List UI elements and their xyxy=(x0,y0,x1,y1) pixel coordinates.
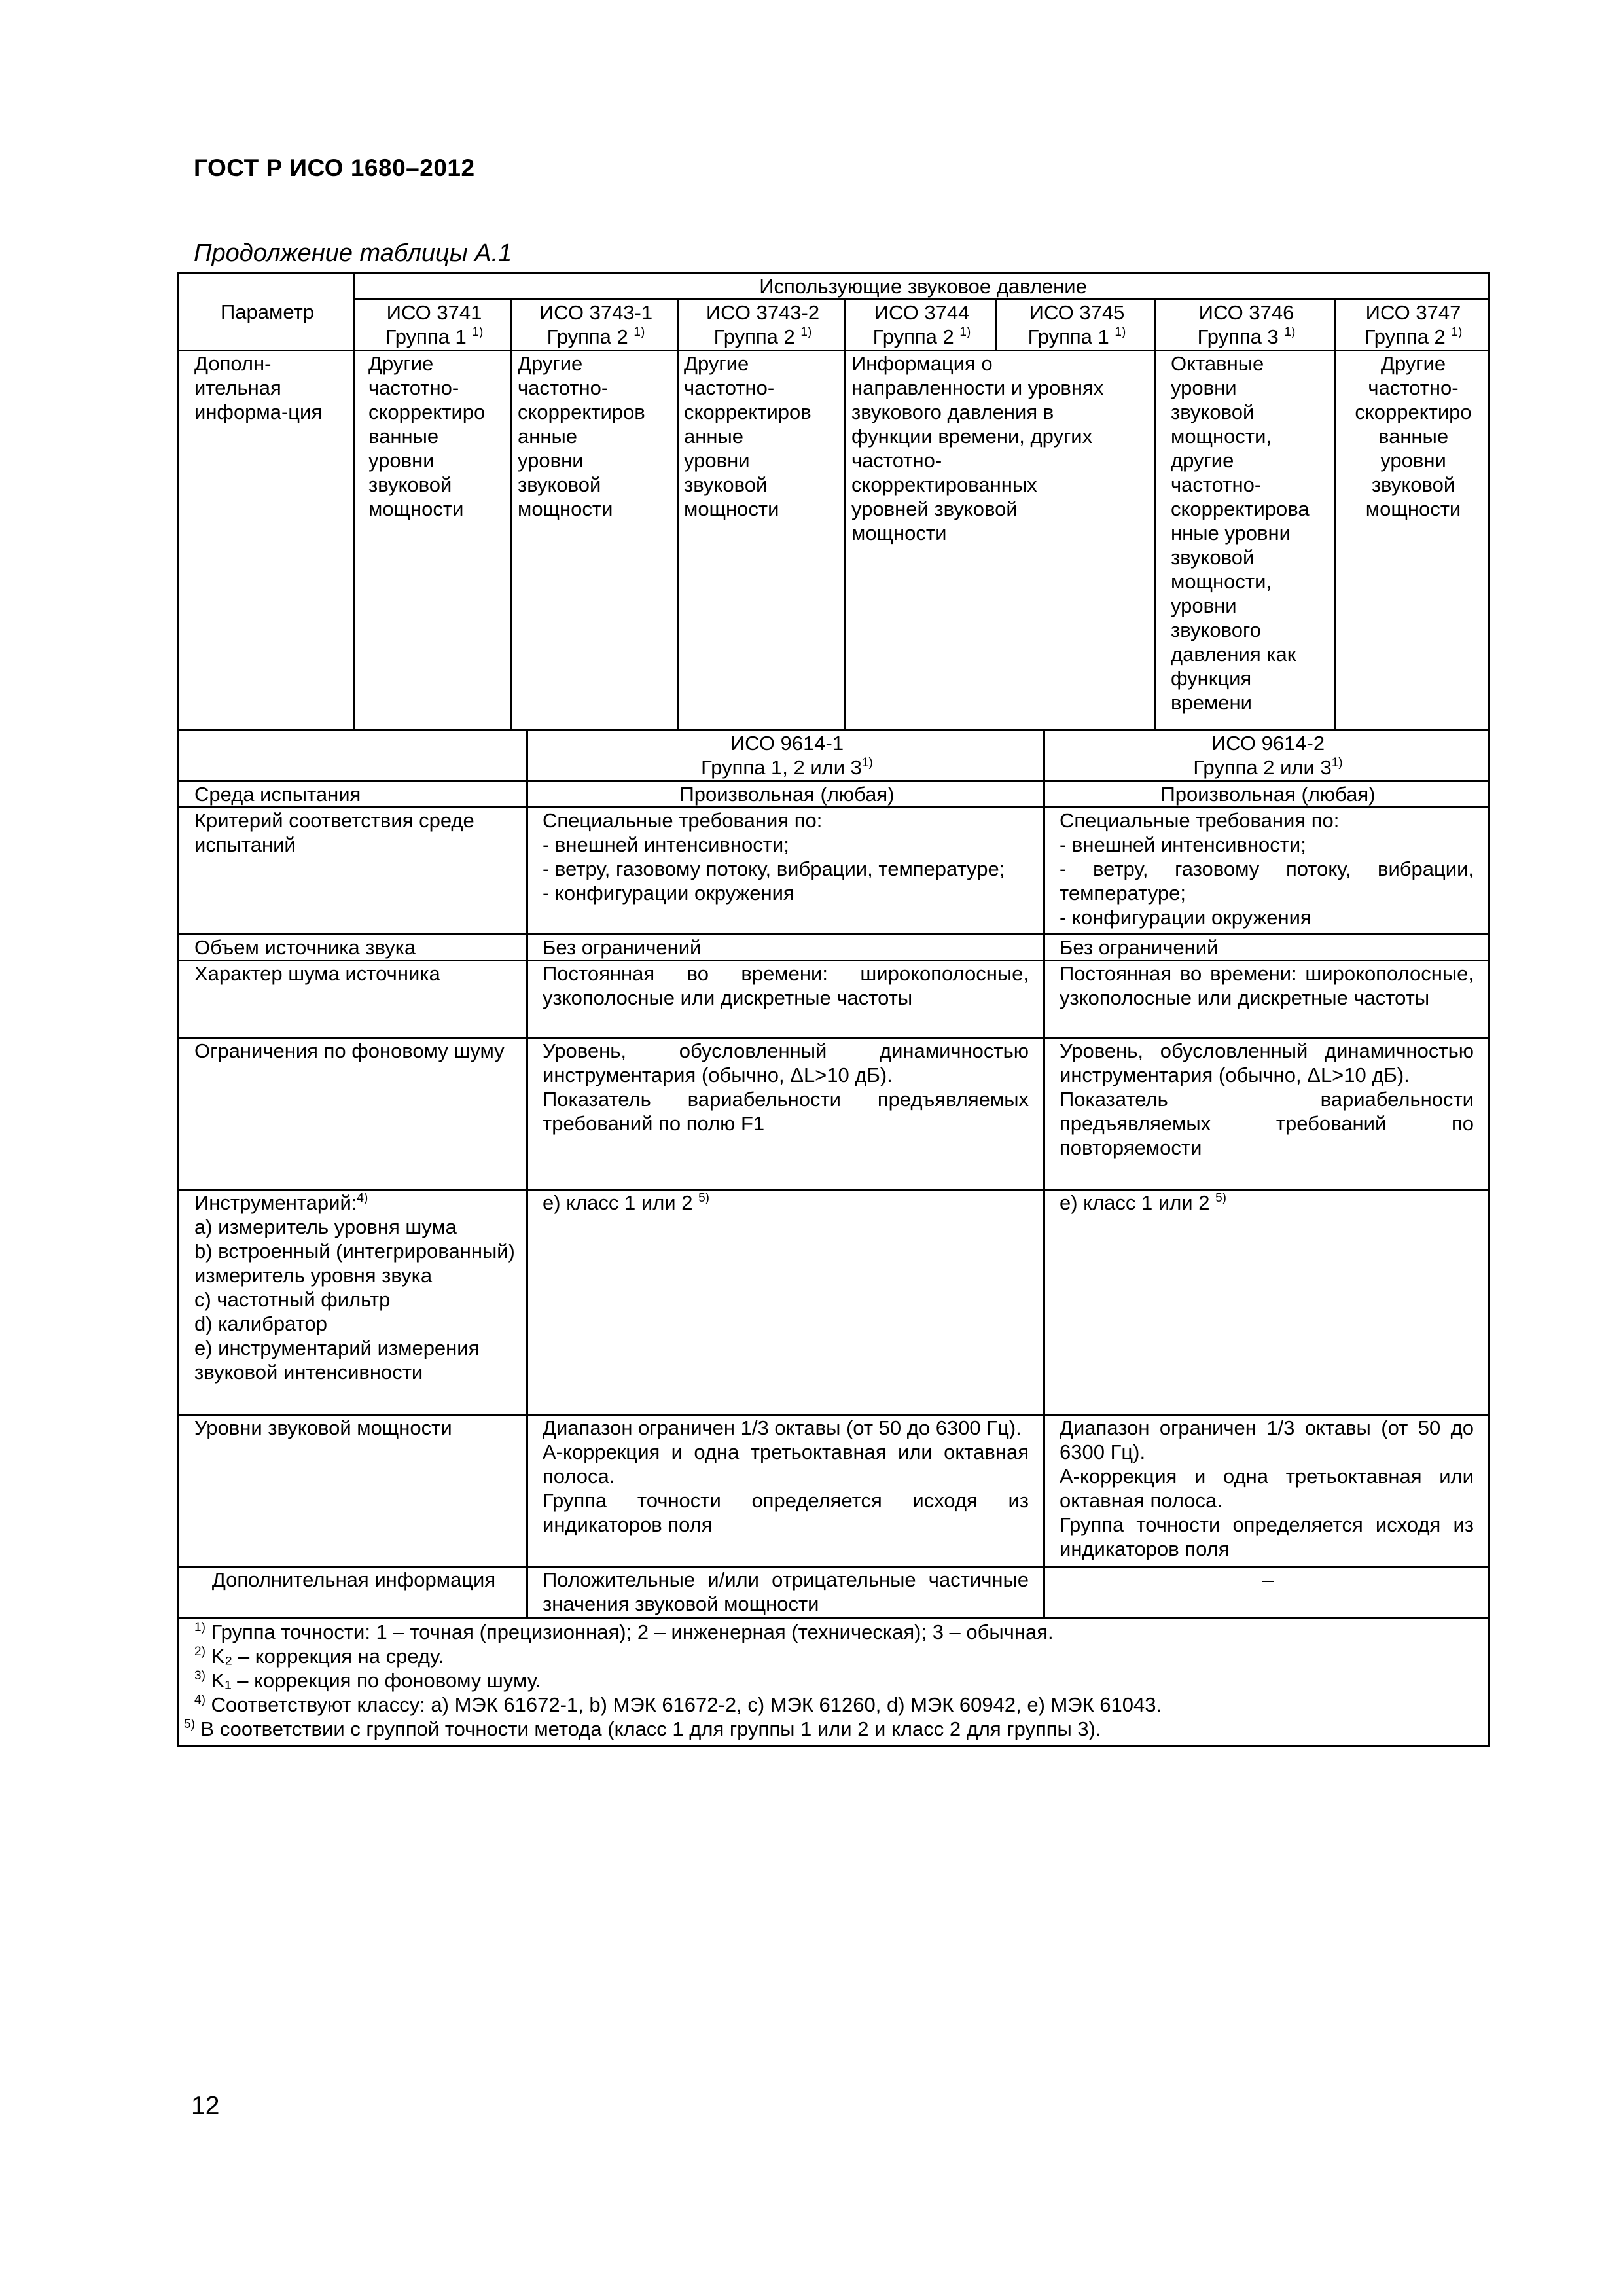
std-header: ИСО 3745 Группа 1 $^{1)}$ xyxy=(996,300,1156,351)
row-label-additional-info: Дополн- ительная информа-ция xyxy=(178,351,355,730)
instruments-list: a) измеритель уровня шума b) встроенный (интегрированный) измеритель уровня звука c) частотный фильтр d) калибратор e) инструментарий измерения звуковой интенсивности xyxy=(194,1215,515,1384)
table-cell: – xyxy=(1044,1567,1489,1618)
table-cell: Другие частотно- скорректиров анные уровни звуковой мощности xyxy=(678,351,846,730)
row-label: Критерий соответствия среде испытаний xyxy=(178,808,527,935)
table-cell: е) класс 1 или 2 $^{5)}$ xyxy=(1044,1190,1489,1415)
row-label: Ограничения по фоновому шуму xyxy=(178,1038,527,1190)
std-header: ИСО 9614-1 Группа 1, 2 или 3$^{1)}$ xyxy=(527,730,1044,781)
table-cell: е) класс 1 или 2 $^{5)}$ xyxy=(527,1190,1044,1415)
table-cell: Произвольная (любая) xyxy=(1044,781,1489,808)
std-header: ИСО 3747 Группа 2 $^{1)}$ xyxy=(1335,300,1489,351)
std-header: ИСО 9614-2 Группа 2 или 3$^{1)}$ xyxy=(1044,730,1489,781)
table-cell: Специальные требования по: - внешней интенсивности; - ветру, газовому потоку, вибрации, температуре; - конфигурации окружения xyxy=(1044,808,1489,935)
std-header: ИСО 3746 Группа 3 $^{1)}$ xyxy=(1156,300,1335,351)
table-cell: Уровень, обусловленный динамичностью инструментария (обычно, ΔL>10 дБ). Показатель вариабельности предъявляемых требований по полю F1 xyxy=(527,1038,1044,1190)
document-header: ГОСТ Р ИСО 1680–2012 xyxy=(194,154,475,181)
sound-pressure-methods-table xyxy=(177,272,1490,731)
row-label: Среда испытания xyxy=(178,781,527,808)
group-header: Использующие звуковое давление xyxy=(355,274,1489,300)
table-footnotes xyxy=(178,1618,1489,1746)
footnote: $^{5)}$ В соответствии с группой точности метода (класс 1 для группы 1 или 2 и класс 2 для группы 3). xyxy=(184,1717,1101,1740)
table-cell: Постоянная во времени: широкополосные, узкополосные или дискретные частоты xyxy=(1044,961,1489,1038)
table-cell: Другие частотно- скорректиров анные уровни звуковой мощности xyxy=(512,351,678,730)
table-cell: Диапазон ограничен 1/3 октавы (от 50 до 6300 Гц). А-коррекция и одна третьоктавная или октавная полоса. Группа точности определяется исходя из индикаторов поля xyxy=(1044,1415,1489,1567)
table-cell: Другие частотно- скорректиро ванные уровни звуковой мощности xyxy=(355,351,512,730)
table-caption: Продолжение таблицы А.1 xyxy=(194,240,512,267)
sound-intensity-methods-table xyxy=(177,729,1490,1747)
row-label-instruments: Инструментарий:$^{4)}$ a) измеритель уровня шума b) встроенный (интегрированный) измеритель уровня звука c) частотный фильтр d) калибратор e) инструментарий измерения звуковой интенсивности xyxy=(178,1190,527,1415)
page-number: 12 xyxy=(191,2092,220,2120)
table-cell: Диапазон ограничен 1/3 октавы (от 50 до 6300 Гц). А-коррекция и одна третьоктавная или октавная полоса. Группа точности определяется исходя из индикаторов поля xyxy=(527,1415,1044,1567)
row-label: Уровни звуковой мощности xyxy=(178,1415,527,1567)
table-cell: Положительные и/или отрицательные частичные значения звуковой мощности xyxy=(527,1567,1044,1618)
std-header: ИСО 3741 Группа 1 $^{1)}$ xyxy=(355,300,512,351)
row-label: Дополнительная информация xyxy=(178,1567,527,1618)
table-cell: Информация о направленности и уровнях звукового давления в функции времени, других частотно- скорректированных уровней звуковой мощности xyxy=(846,351,1156,730)
table-cell: Постоянная во времени: широкополосные, узкополосные или дискретные частоты xyxy=(527,961,1044,1038)
footnote: $^{1)}$ Группа точности: 1 – точная (прецизионная); 2 – инженерная (техническая); 3 – обычная. xyxy=(194,1621,1054,1643)
table-cell: Специальные требования по: - внешней интенсивности; - ветру, газовому потоку, вибрации, температуре; - конфигурации окружения xyxy=(527,808,1044,935)
table-cell: Другие частотно- скорректиро ванные уровни звуковой мощности xyxy=(1335,351,1489,730)
row-label: Характер шума источника xyxy=(178,961,527,1038)
table-cell: Уровень, обусловленный динамичностью инструментария (обычно, ΔL>10 дБ). Показатель вариабельности предъявляемых требований по повторяемости xyxy=(1044,1038,1489,1190)
footnote: $^{2)}$ K₂ – коррекция на среду. xyxy=(194,1645,444,1668)
table-cell: Октавные уровни звуковой мощности, другие частотно- скорректирова нные уровни звуковой мощности, уровни звукового давления как функция времени xyxy=(1156,351,1335,730)
std-header: ИСО 3743-2 Группа 2 $^{1)}$ xyxy=(678,300,846,351)
param-header: Параметр xyxy=(178,274,355,351)
footnote: $^{3)}$ K₁ – коррекция по фоновому шуму. xyxy=(194,1669,541,1692)
empty-header-cell xyxy=(178,730,527,781)
instruments-title: Инструментарий: xyxy=(194,1191,357,1214)
table-cell: Без ограничений xyxy=(1044,935,1489,961)
row-label: Объем источника звука xyxy=(178,935,527,961)
std-header: ИСО 3744 Группа 2 $^{1)}$ xyxy=(846,300,996,351)
std-header: ИСО 3743-1 Группа 2 $^{1)}$ xyxy=(512,300,678,351)
table-cell: Произвольная (любая) xyxy=(527,781,1044,808)
footnote: $^{4)}$ Соответствуют классу: а) МЭК 61672-1, b) МЭК 61672-2, c) МЭК 61260, d) МЭК 60942, e) МЭК 61043. xyxy=(194,1693,1162,1716)
table-cell: Без ограничений xyxy=(527,935,1044,961)
